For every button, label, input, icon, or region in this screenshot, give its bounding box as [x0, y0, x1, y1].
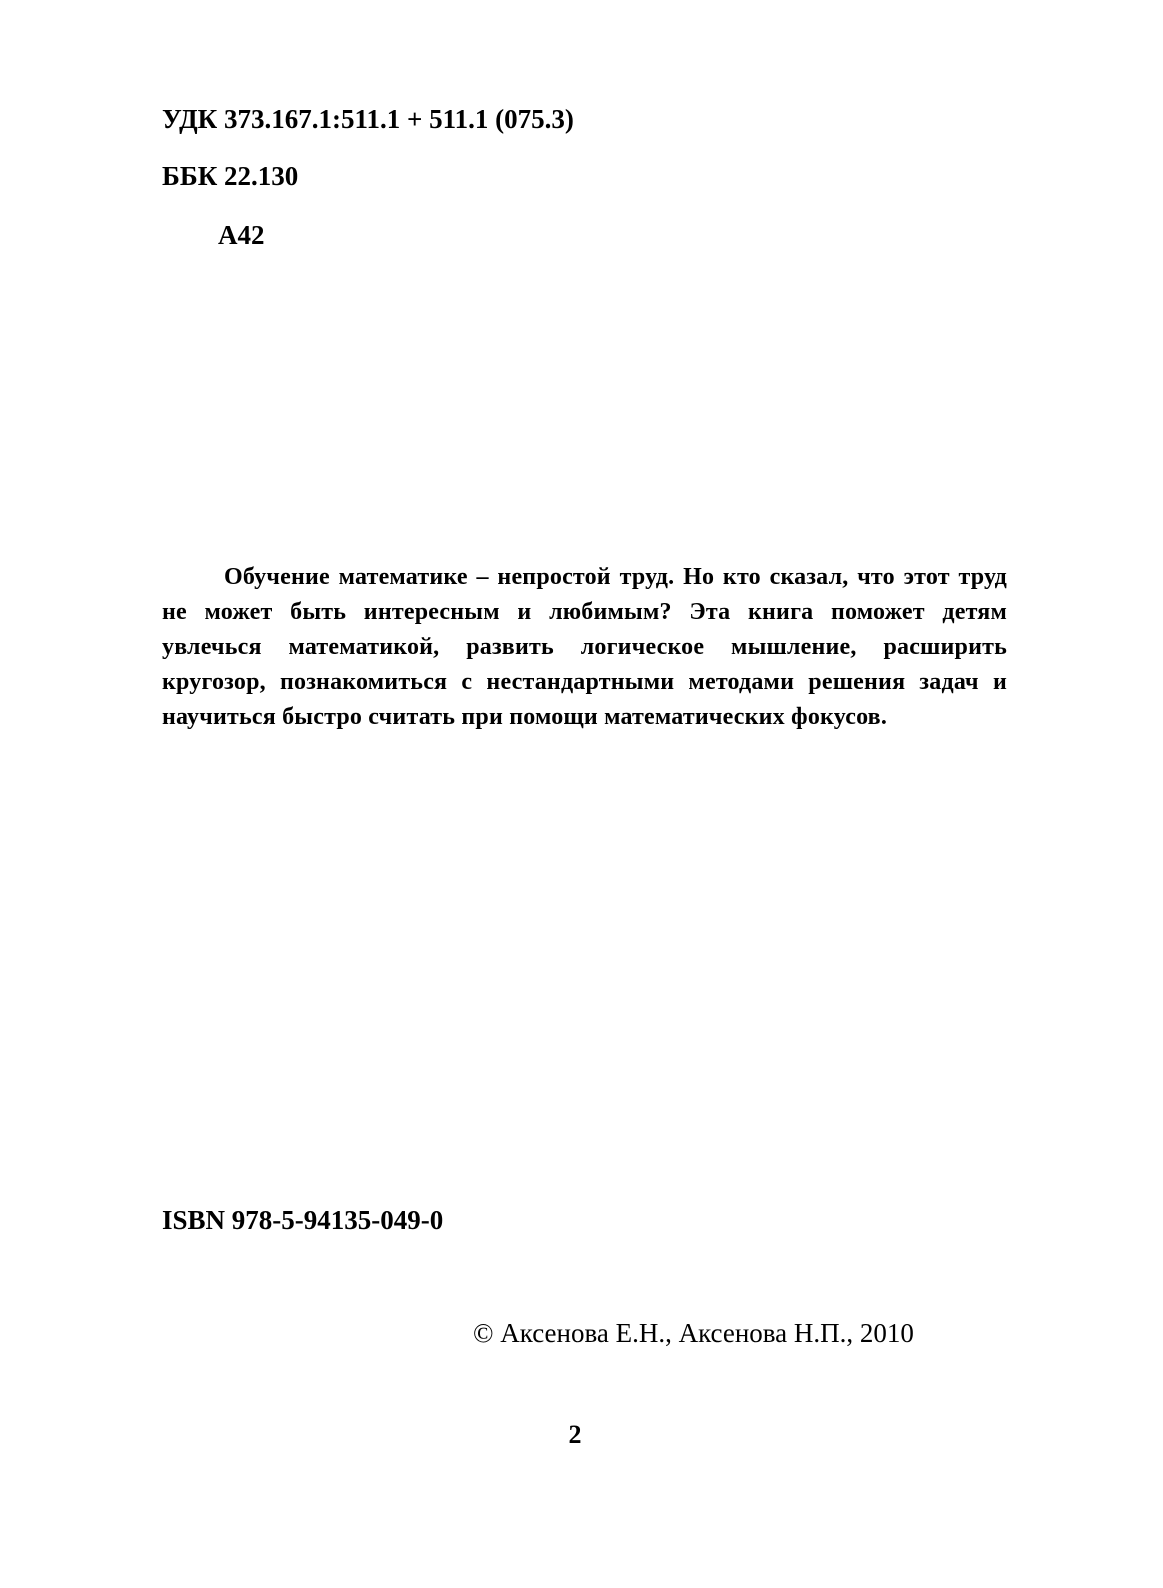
book-annotation: Обучение математике – непростой труд. Но кто сказал, что этот труд не может быть интересным и любимым? Эта книга поможет детям увлечься математикой, развить логическое мышление, расширить кругозор, познакомиться с нестандартными методами решения задач и научиться быстро считать при помощи математических фокусов. — [162, 564, 1007, 730]
copyright-notice: © Аксенова Е.Н., Аксенова Н.П., 2010 — [473, 1318, 914, 1348]
isbn: ISBN 978-5-94135-049-0 — [162, 1205, 444, 1235]
bbk-code: ББК 22.130 — [162, 161, 299, 191]
udk-code: УДК 373.167.1:511.1 + 511.1 (075.3) — [162, 104, 574, 134]
page-number: 2 — [568, 1420, 582, 1449]
author-mark: А42 — [218, 220, 265, 250]
